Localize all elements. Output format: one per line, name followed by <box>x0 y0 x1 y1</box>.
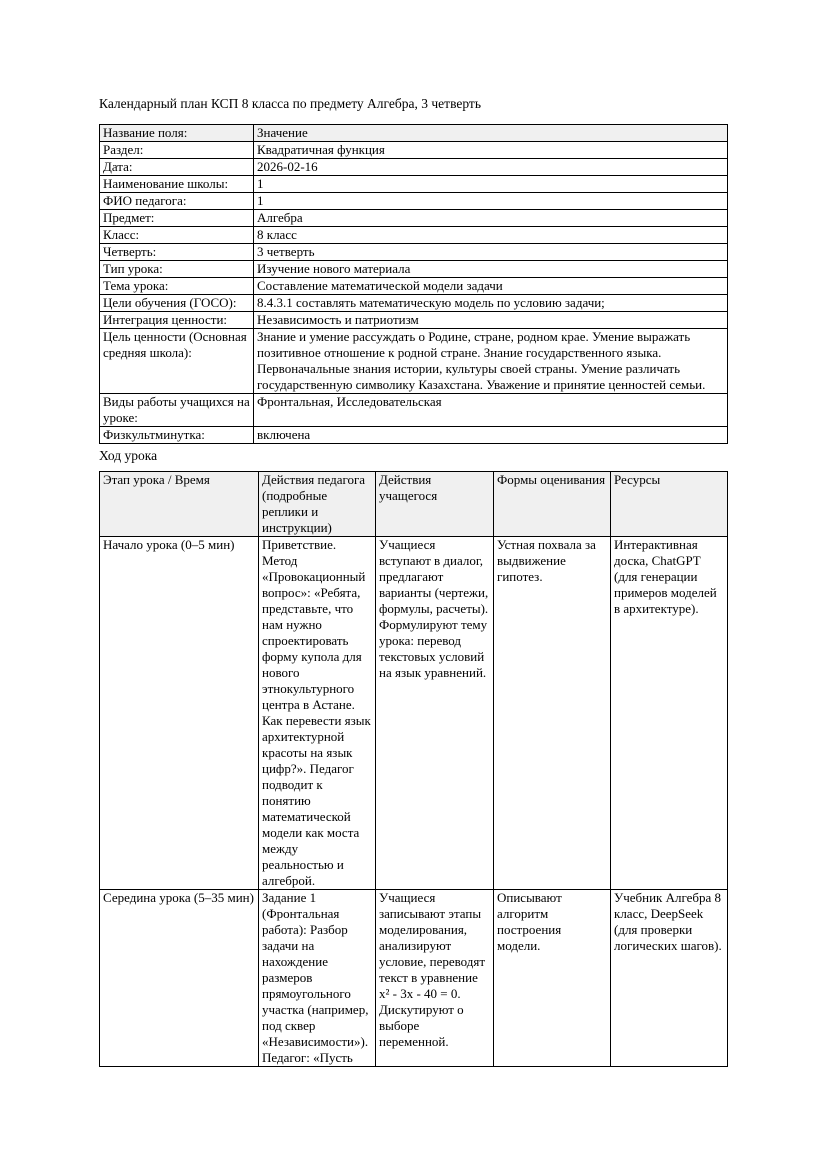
student-actions-text: Учащиеся записывают этапы моделирования, анализируют условие, переводят текст в уравнение x² - 3x - 40 = 0. Дискутируют о выборе переменной. <box>379 890 486 1049</box>
table-row <box>100 312 728 329</box>
table-row <box>100 176 728 193</box>
info-label-cell: Наименование школы: <box>100 176 254 193</box>
info-value-cell: 2026-02-16 <box>254 159 728 176</box>
resources-cell <box>611 890 728 1067</box>
lesson-flow-table <box>99 471 728 1067</box>
stage-text: Середина урока (5–35 мин) <box>103 890 254 905</box>
info-label-cell: Интеграция ценности: <box>100 312 254 329</box>
info-label-cell: Виды работы учащихся на уроке: <box>100 394 254 427</box>
table-row <box>100 210 728 227</box>
teacher-actions-header-cell: Действия педагога (подробные реплики и инструкции) <box>259 472 376 537</box>
table-row <box>100 159 728 176</box>
assessment-cell <box>494 890 611 1067</box>
table-row <box>100 244 728 261</box>
info-label-cell: Цель ценности (Основная средняя школа): <box>100 329 254 394</box>
table-row <box>100 295 728 312</box>
info-value-cell: включена <box>254 427 728 444</box>
info-label-cell: Раздел: <box>100 142 254 159</box>
table-row <box>100 394 728 427</box>
teacher-actions-text: Задание 1 (Фронтальная работа): Разбор задачи на нахождение размеров прямоугольного участка (например, под сквер «Независимости»). Педагог: «Пусть <box>262 890 369 1065</box>
teacher-actions-cell: Приветствие. Метод «Провокационный вопрос»: «Ребята, представьте, что нам нужно спроектировать форму купола для нового этнокультурного центра в Астане. Как перевести язык архитектурной красоты на язык цифр?». Педагог подводит к понятию математической модели как моста между реальностью и алгеброй. <box>259 537 376 890</box>
info-label-cell: ФИО педагога: <box>100 193 254 210</box>
info-label-cell: Физкультминутка: <box>100 427 254 444</box>
lesson-info-table <box>99 124 728 444</box>
teacher-actions-cell <box>259 890 376 1067</box>
info-value-cell: 1 <box>254 176 728 193</box>
lesson-flow-heading: Ход урока <box>99 448 158 463</box>
info-label-cell: Четверть: <box>100 244 254 261</box>
table-row <box>100 890 728 1067</box>
table-row <box>100 193 728 210</box>
table-row <box>100 142 728 159</box>
table-row <box>100 427 728 444</box>
table-row <box>100 261 728 278</box>
stage-cell <box>100 890 259 1067</box>
info-label-cell: Тип урока: <box>100 261 254 278</box>
table-row <box>100 537 728 890</box>
info-value-cell: Изучение нового материала <box>254 261 728 278</box>
resources-header-cell: Ресурсы <box>611 472 728 537</box>
resources-cell: Интерактивная доска, ChatGPT (для генерации примеров моделей в архитектуре). <box>611 537 728 890</box>
resources-text: Учебник Алгебра 8 класс, DeepSeek (для проверки логических шагов). <box>614 890 722 953</box>
info-value-cell: Фронтальная, Исследовательская <box>254 394 728 427</box>
student-actions-header-cell: Действия учащегося <box>376 472 494 537</box>
info-label-cell: Дата: <box>100 159 254 176</box>
info-value-cell: Составление математической модели задачи <box>254 278 728 295</box>
student-actions-cell: Учащиеся вступают в диалог, предлагают варианты (чертежи, формулы, расчеты). Формулируют тему урока: перевод текстовых условий на язык уравнений. <box>376 537 494 890</box>
stage-cell: Начало урока (0–5 мин) <box>100 537 259 890</box>
page-title: Календарный план КСП 8 класса по предмету Алгебра, 3 четверть <box>99 96 481 111</box>
info-value-cell: 8.4.3.1 составлять математическую модель по условию задачи; <box>254 295 728 312</box>
flow-table-header-row <box>100 472 728 537</box>
info-label-cell: Предмет: <box>100 210 254 227</box>
info-value-cell: Знание и умение рассуждать о Родине, стране, родном крае. Умение выражать позитивное отношение к родной стране. Знание государственного языка. Первоначальные знания истории, культуры своей страны. Умение различать государственную символику Казахстана. Уважение и принятие ценностей семьи. <box>254 329 728 394</box>
table-row <box>100 227 728 244</box>
table-row <box>100 278 728 295</box>
document-page <box>99 96 727 1067</box>
info-value-cell: 1 <box>254 193 728 210</box>
student-actions-cell <box>376 890 494 1067</box>
info-value-cell: Независимость и патриотизм <box>254 312 728 329</box>
info-table-header-row <box>100 125 728 142</box>
info-value-cell: Квадратичная функция <box>254 142 728 159</box>
assessment-text: Описывают алгоритм построения модели. <box>497 890 562 953</box>
info-value-cell: Алгебра <box>254 210 728 227</box>
info-header-label-cell: Название поля: <box>100 125 254 142</box>
table-row <box>100 329 728 394</box>
assessment-header-cell: Формы оценивания <box>494 472 611 537</box>
info-header-value-cell: Значение <box>254 125 728 142</box>
info-value-cell: 8 класс <box>254 227 728 244</box>
info-label-cell: Цели обучения (ГОСО): <box>100 295 254 312</box>
info-label-cell: Тема урока: <box>100 278 254 295</box>
info-label-cell: Класс: <box>100 227 254 244</box>
stage-header-cell: Этап урока / Время <box>100 472 259 537</box>
info-value-cell: 3 четверть <box>254 244 728 261</box>
assessment-cell: Устная похвала за выдвижение гипотез. <box>494 537 611 890</box>
